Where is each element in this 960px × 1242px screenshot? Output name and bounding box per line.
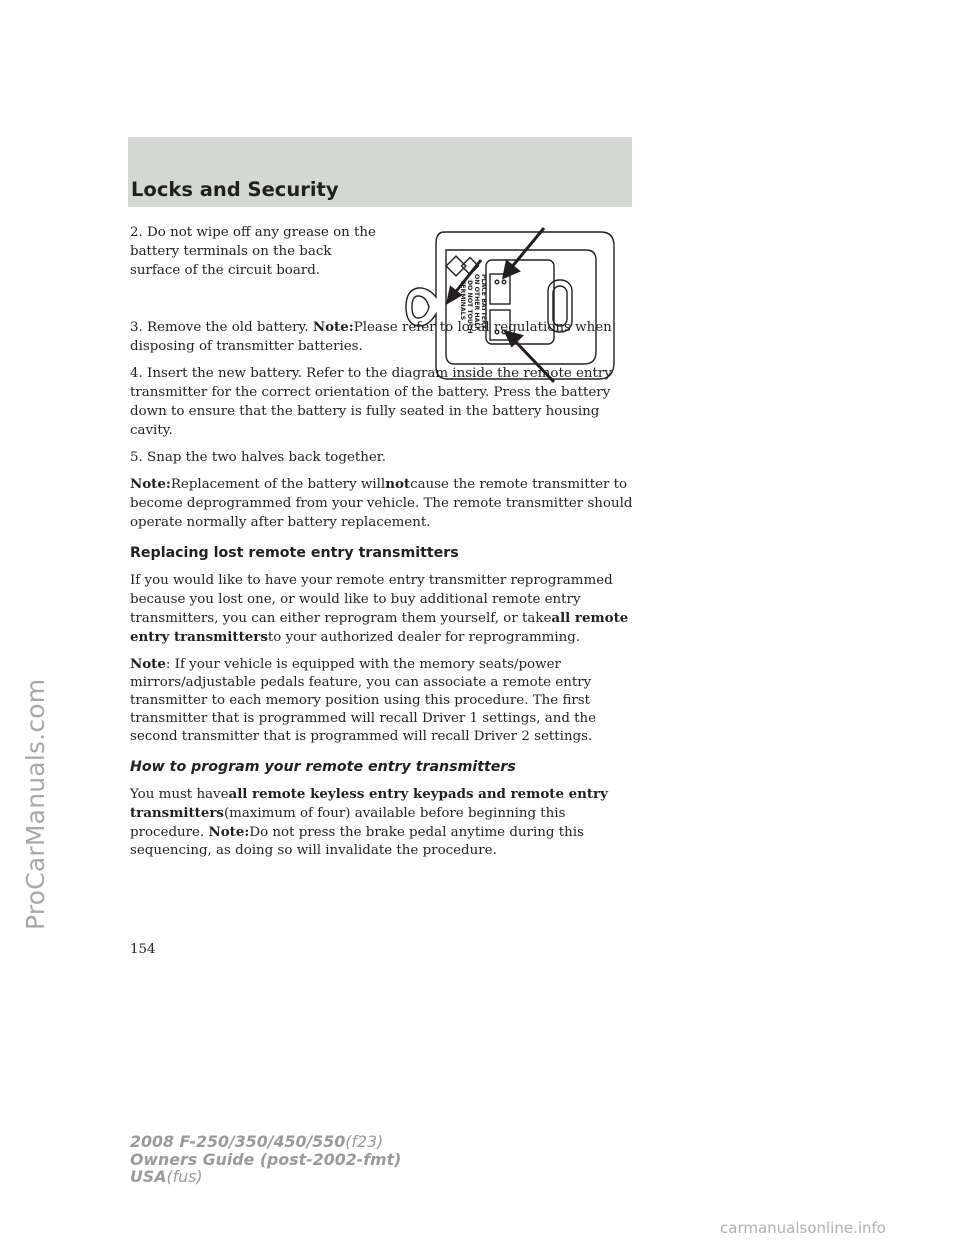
page-content	[130, 223, 636, 868]
note-memory-seats: Note: If your vehicle is equipped with the memory seats/power mirrors/adjustable pedals feature, you can associate a remote entry transmitter to each memory position using this procedure. The first transmitter that is programmed will recall Driver 1 settings, and the second transmitter that is programmed will recall Driver 2 settings.	[130, 656, 597, 744]
svg-text:PLACE BATTERY: PLACE BATTERY	[480, 274, 487, 329]
step-4: 4. Insert the new battery. Refer to the diagram inside the remote entry transmitter for the correct orientation of the battery. Press the battery down to ensure that the battery is fully seated in the battery housing cavity.	[130, 366, 612, 438]
bottom-watermark: carmanualsonline.info	[720, 1219, 886, 1237]
heading-replacing-lost-transmitters: Replacing lost remote entry transmitters	[130, 545, 459, 561]
step-5: 5. Snap the two halves back together.	[130, 450, 386, 465]
heading-how-to-program: How to program your remote entry transmitters	[130, 759, 516, 775]
paragraph-replacing: If you would like to have your remote entry transmitter reprogrammed because you lost one, or would like to buy additional remote entry transmitters, you can either reprogram them yourself, or takeall remote entry transmittersto your authorized dealer for reprogramming.	[130, 573, 629, 645]
svg-text:ON OTHER HALF: ON OTHER HALF	[473, 274, 480, 331]
section-title: Locks and Security	[131, 178, 339, 201]
svg-text:DO NOT TOUCH: DO NOT TOUCH	[466, 280, 473, 334]
document-footer: 2008 F-250/350/450/550(f23) Owners Guide (post-2002-fmt) USA(fus)	[130, 1132, 402, 1186]
note-battery-replacement: Note:Replacement of the battery willnotcause the remote transmitter to become deprogrammed from your vehicle. The remote transmitter should operate normally after battery replacement.	[130, 476, 633, 530]
svg-text:TERMINALS: TERMINALS	[459, 280, 466, 321]
paragraph-program: You must haveall remote keyless entry keypads and remote entry transmitters(maximum of four) available before beginning this procedure. Note:Do not press the brake pedal anytime during this sequencing, as doing so will invalidate the procedure.	[130, 786, 608, 858]
side-watermark: ProCarManuals.com	[21, 678, 50, 930]
step-3: 3. Remove the old battery. Note:Please refer to local regulations when disposing of transmitter batteries.	[130, 319, 612, 354]
note-label: Note:	[312, 319, 354, 335]
page-number: 154	[130, 942, 156, 957]
step-2: 2. Do not wipe off any grease on the battery terminals on the back surface of the circuit board.	[130, 225, 376, 278]
